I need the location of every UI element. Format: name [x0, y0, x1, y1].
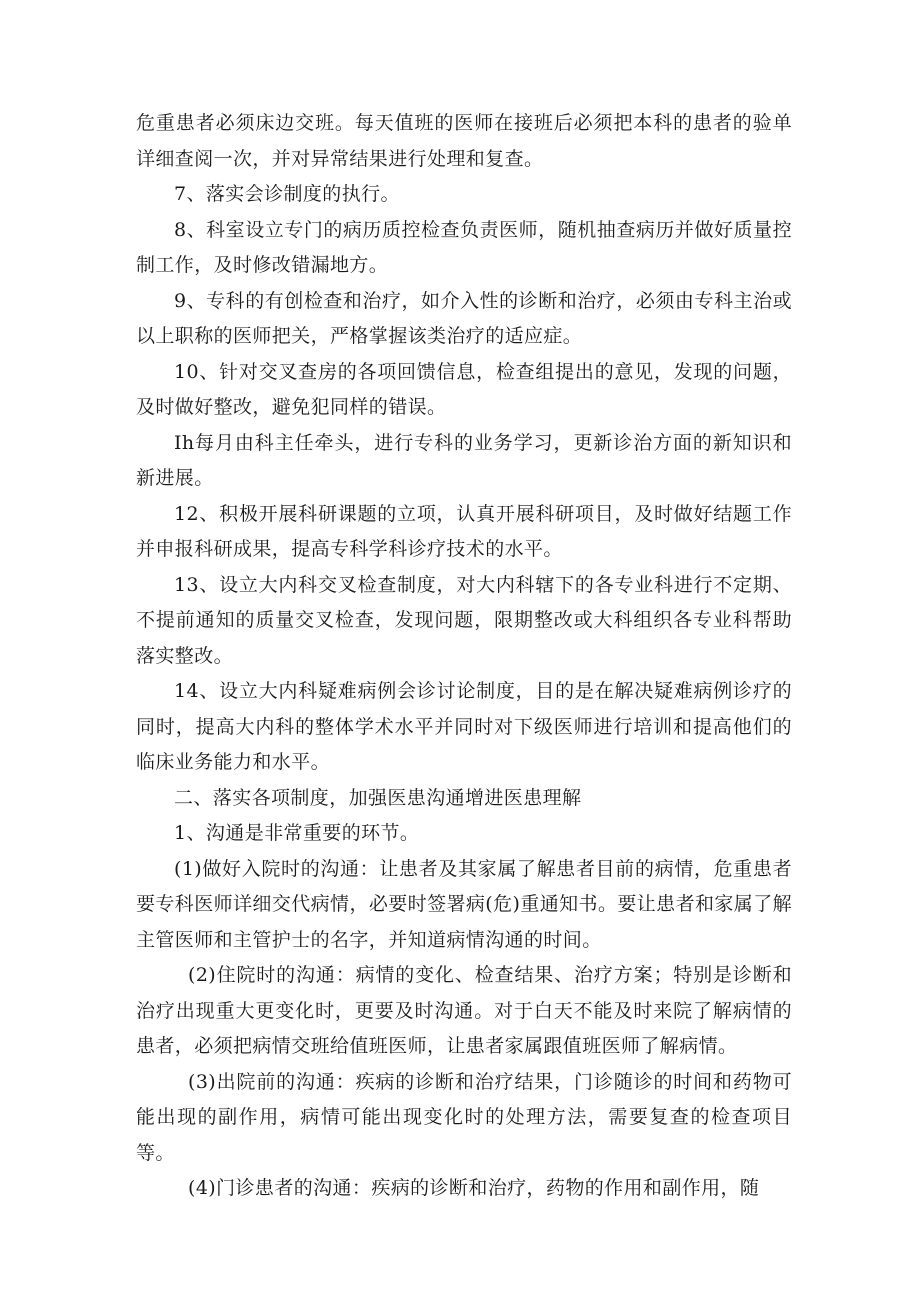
paragraph-item-9: 9、专科的有创检查和治疗，如介入性的诊断和治疗，必须由专科主治或以上职称的医师把关，严格掌握该类治疗的适应症。: [136, 289, 792, 347]
paragraph-item-14: 14、设立大内科疑难病例会诊讨论制度，目的是在解决疑难病例诊疗的同时，提高大内科的整体学术水平并同时对下级医师进行培训和提高他们的临床业务能力和水平。: [136, 680, 792, 773]
paragraph-admission-communication: (1)做好入院时的沟通：让患者及其家属了解患者目前的病情，危重患者要专科医师详细交代病情，必要时签署病(危)重通知书。要让患者和家属了解主管医师和主管护士的名字，并知道病情沟通的时间。: [136, 857, 792, 951]
paragraph-item-7: 7、落实会诊制度的执行。: [174, 183, 400, 205]
paragraph-communication-1: 1、沟通是非常重要的环节。: [174, 822, 420, 844]
paragraph-outpatient-communication: (4)门诊患者的沟通：疾病的诊断和治疗，药物的作用和副作用，随: [188, 1177, 760, 1199]
document-body: [136, 106, 792, 1207]
paragraph-discharge-communication: (3)出院前的沟通：疾病的诊断和治疗结果，门诊随诊的时间和药物可能出现的副作用，病情可能出现变化时的处理方法，需要复查的检查项目等。: [136, 1070, 792, 1164]
paragraph-item-10: 10、针对交叉查房的各项回馈信息，检查组提出的意见，发现的问题，及时做好整改，避免犯同样的错误。: [136, 360, 792, 418]
section-heading-2: 二、落实各项制度，加强医患沟通增进医患理解: [174, 786, 582, 809]
paragraph-item-12: 12、积极开展科研课题的立项，认真开展科研项目，及时做好结题工作并申报科研成果，提高专科学科诊疗技术的水平。: [136, 502, 792, 560]
paragraph-hospitalization-communication: (2)住院时的沟通：病情的变化、检查结果、治疗方案；特别是诊断和治疗出现重大更变化时，更要及时沟通。对于白天不能及时来院了解病情的患者，必须把病情交班给值班医师，让患者家属跟值班医师了解病情。: [136, 964, 792, 1057]
paragraph-item-13: 13、设立大内科交叉检查制度，对大内科辖下的各专业科进行不定期、不提前通知的质量交叉检查，发现问题，限期整改或大科组织各专业科帮助落实整改。: [136, 573, 792, 667]
paragraph-continued-handover: 危重患者必须床边交班。每天值班的医师在接班后必须把本科的患者的验单详细查阅一次，并对异常结果进行处理和复查。: [136, 112, 792, 170]
paragraph-item-11: Ih每月由科主任牵头，进行专科的业务学习，更新诊治方面的新知识和新进展。: [136, 431, 792, 489]
paragraph-item-8: 8、科室设立专门的病历质控检查负责医师，随机抽查病历并做好质量控制工作，及时修改错漏地方。: [136, 218, 792, 276]
